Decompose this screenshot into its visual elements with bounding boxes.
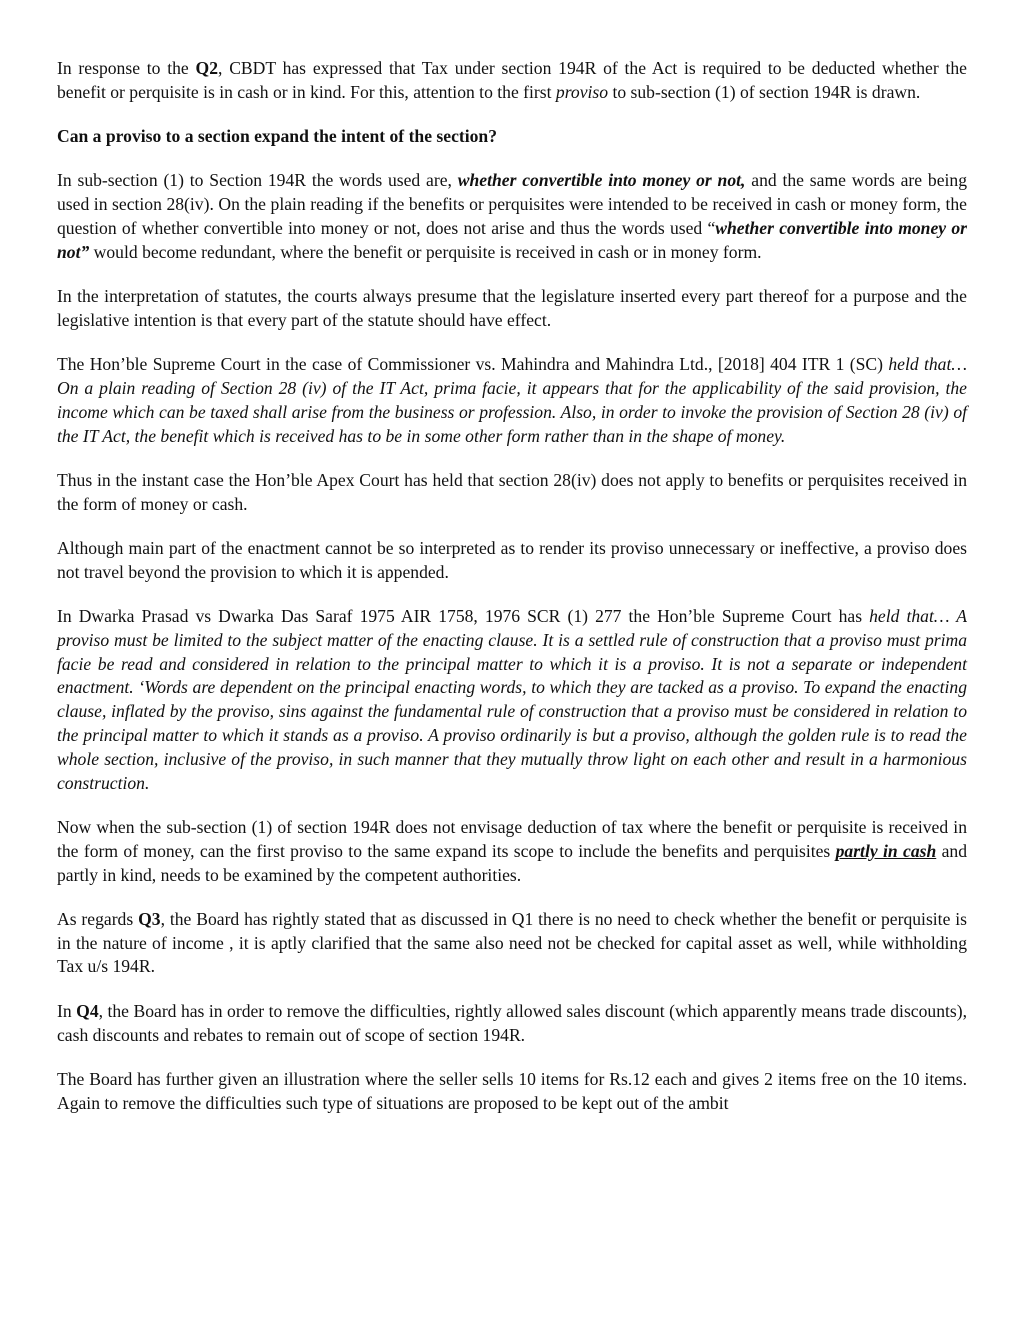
text: would become redundant, where the benefit or perquisite is received in cash or in money form. <box>89 241 762 262</box>
paragraph-dwarka-case <box>57 605 967 795</box>
case-quote: held that… On a plain reading of Section 28 (iv) of the IT Act, prima facie, it appears that for the applicability of the said provision, the income which can be taxed shall arise from the business or profession. Also, in order to invoke the provision of Section 28 (iv) of the IT Act, the benefit which is received has to be in some other form rather than in the shape of money. <box>57 354 968 446</box>
paragraph-sub-section <box>57 169 967 264</box>
text: In <box>57 1000 77 1021</box>
text: Now when the sub-section (1) of section 194R does not envisage deduction of tax where the benefit or perquisite is received in the form of money, can the first proviso to the same expand its scope to include the benefits and perquisites <box>57 816 967 861</box>
q4-label: Q4 <box>76 1000 99 1021</box>
paragraph-q2-response <box>57 57 967 105</box>
proviso-term: proviso <box>555 81 609 102</box>
text: , the Board has in order to remove the difficulties, rightly allowed sales discount (which apparently means trade discounts), cash discounts and rebates to remain out of scope of section 194R. <box>57 1000 967 1045</box>
text: and the same words are being used in section 28(iv). On the plain reading if the benefits or perquisites were intended to be received in cash or money form, the question of whether convertible into money or not, does not arise and thus the words used “ <box>57 170 968 238</box>
paragraph-q4 <box>57 1000 967 1048</box>
paragraph-enactment: Although main part of the enactment cannot be so interpreted as to render its proviso unnecessary or ineffective, a proviso does not travel beyond the provision to which it is appended. <box>57 537 967 582</box>
text: In Dwarka Prasad vs Dwarka Das Saraf 1975 AIR 1758, 1976 SCR (1) 277 the Hon’ble Supreme Court has <box>57 606 870 627</box>
section-heading: Can a proviso to a section expand the intent of the section? <box>57 126 498 147</box>
q2-label: Q2 <box>195 58 219 78</box>
text: , CBDT has expressed that Tax under section 194R of the Act is required to be deducted whether the benefit or perquisite is in cash or in kind. For this, attention to the first <box>57 58 967 102</box>
emphasis-phrase: whether convertible into money or not” <box>57 217 967 262</box>
text: In sub-section (1) to Section 194R the words used are, <box>57 170 458 191</box>
paragraph-illustration: The Board has further given an illustration where the seller sells 10 items for Rs.12 each and gives 2 items free on the 10 items. Again to remove the difficulties such type of situations are proposed to be kept out of the ambit <box>57 1068 967 1113</box>
paragraph-sub-section-envisage <box>57 816 967 887</box>
text: to sub-section (1) of section 194R is drawn. <box>608 81 921 102</box>
paragraph-q3 <box>57 908 967 979</box>
q3-label: Q3 <box>138 908 161 929</box>
text: The Hon’ble Supreme Court in the case of Commissioner vs. Mahindra and Mahindra Ltd., [2018] 404 ITR 1 (SC) <box>57 354 889 375</box>
case-quote: held that… A proviso must be limited to the subject matter of the enacting clause. It is a settled rule of construction that a proviso must prima facie be read and considered in relation to the principal matter to which it is a proviso. It is not a separate or independent enactment. ‘Words are dependent on the principal enacting words, to which they are tacked as a proviso. To expand the enacting clause, inflated by the proviso, sins against the fundamental rule of construction that a proviso must be considered in relation to the principal matter to which it stands as a proviso. A proviso ordinarily is but a proviso, although the golden rule is to read the whole section, inclusive of the proviso, in such manner that they mutually throw light on each other and result in a harmonious construction. <box>57 606 968 793</box>
paragraph-interpretation: In the interpretation of statutes, the courts always presume that the legislature inserted every part thereof for a purpose and the legislative intention is that every part of the statute should have effect. <box>57 286 967 330</box>
paragraph-apex-court: Thus in the instant case the Hon’ble Apex Court has held that section 28(iv) does not apply to benefits or perquisites received in the form of money or cash. <box>57 469 967 514</box>
paragraph-mahindra-case <box>57 353 967 448</box>
emphasis-underlined: partly in cash <box>835 840 937 861</box>
text: and partly in kind, needs to be examined by the competent authorities. <box>57 840 968 885</box>
text: , the Board has rightly stated that as discussed in Q1 there is no need to check whether the benefit or perquisite is in the nature of income , it is aptly clarified that the same also need not be checked for capital asset as well, while withholding Tax u/s 194R. <box>57 908 967 977</box>
emphasis-phrase: whether convertible into money or not, <box>457 170 746 191</box>
text: In response to the <box>57 58 196 78</box>
text: As regards <box>57 908 139 929</box>
